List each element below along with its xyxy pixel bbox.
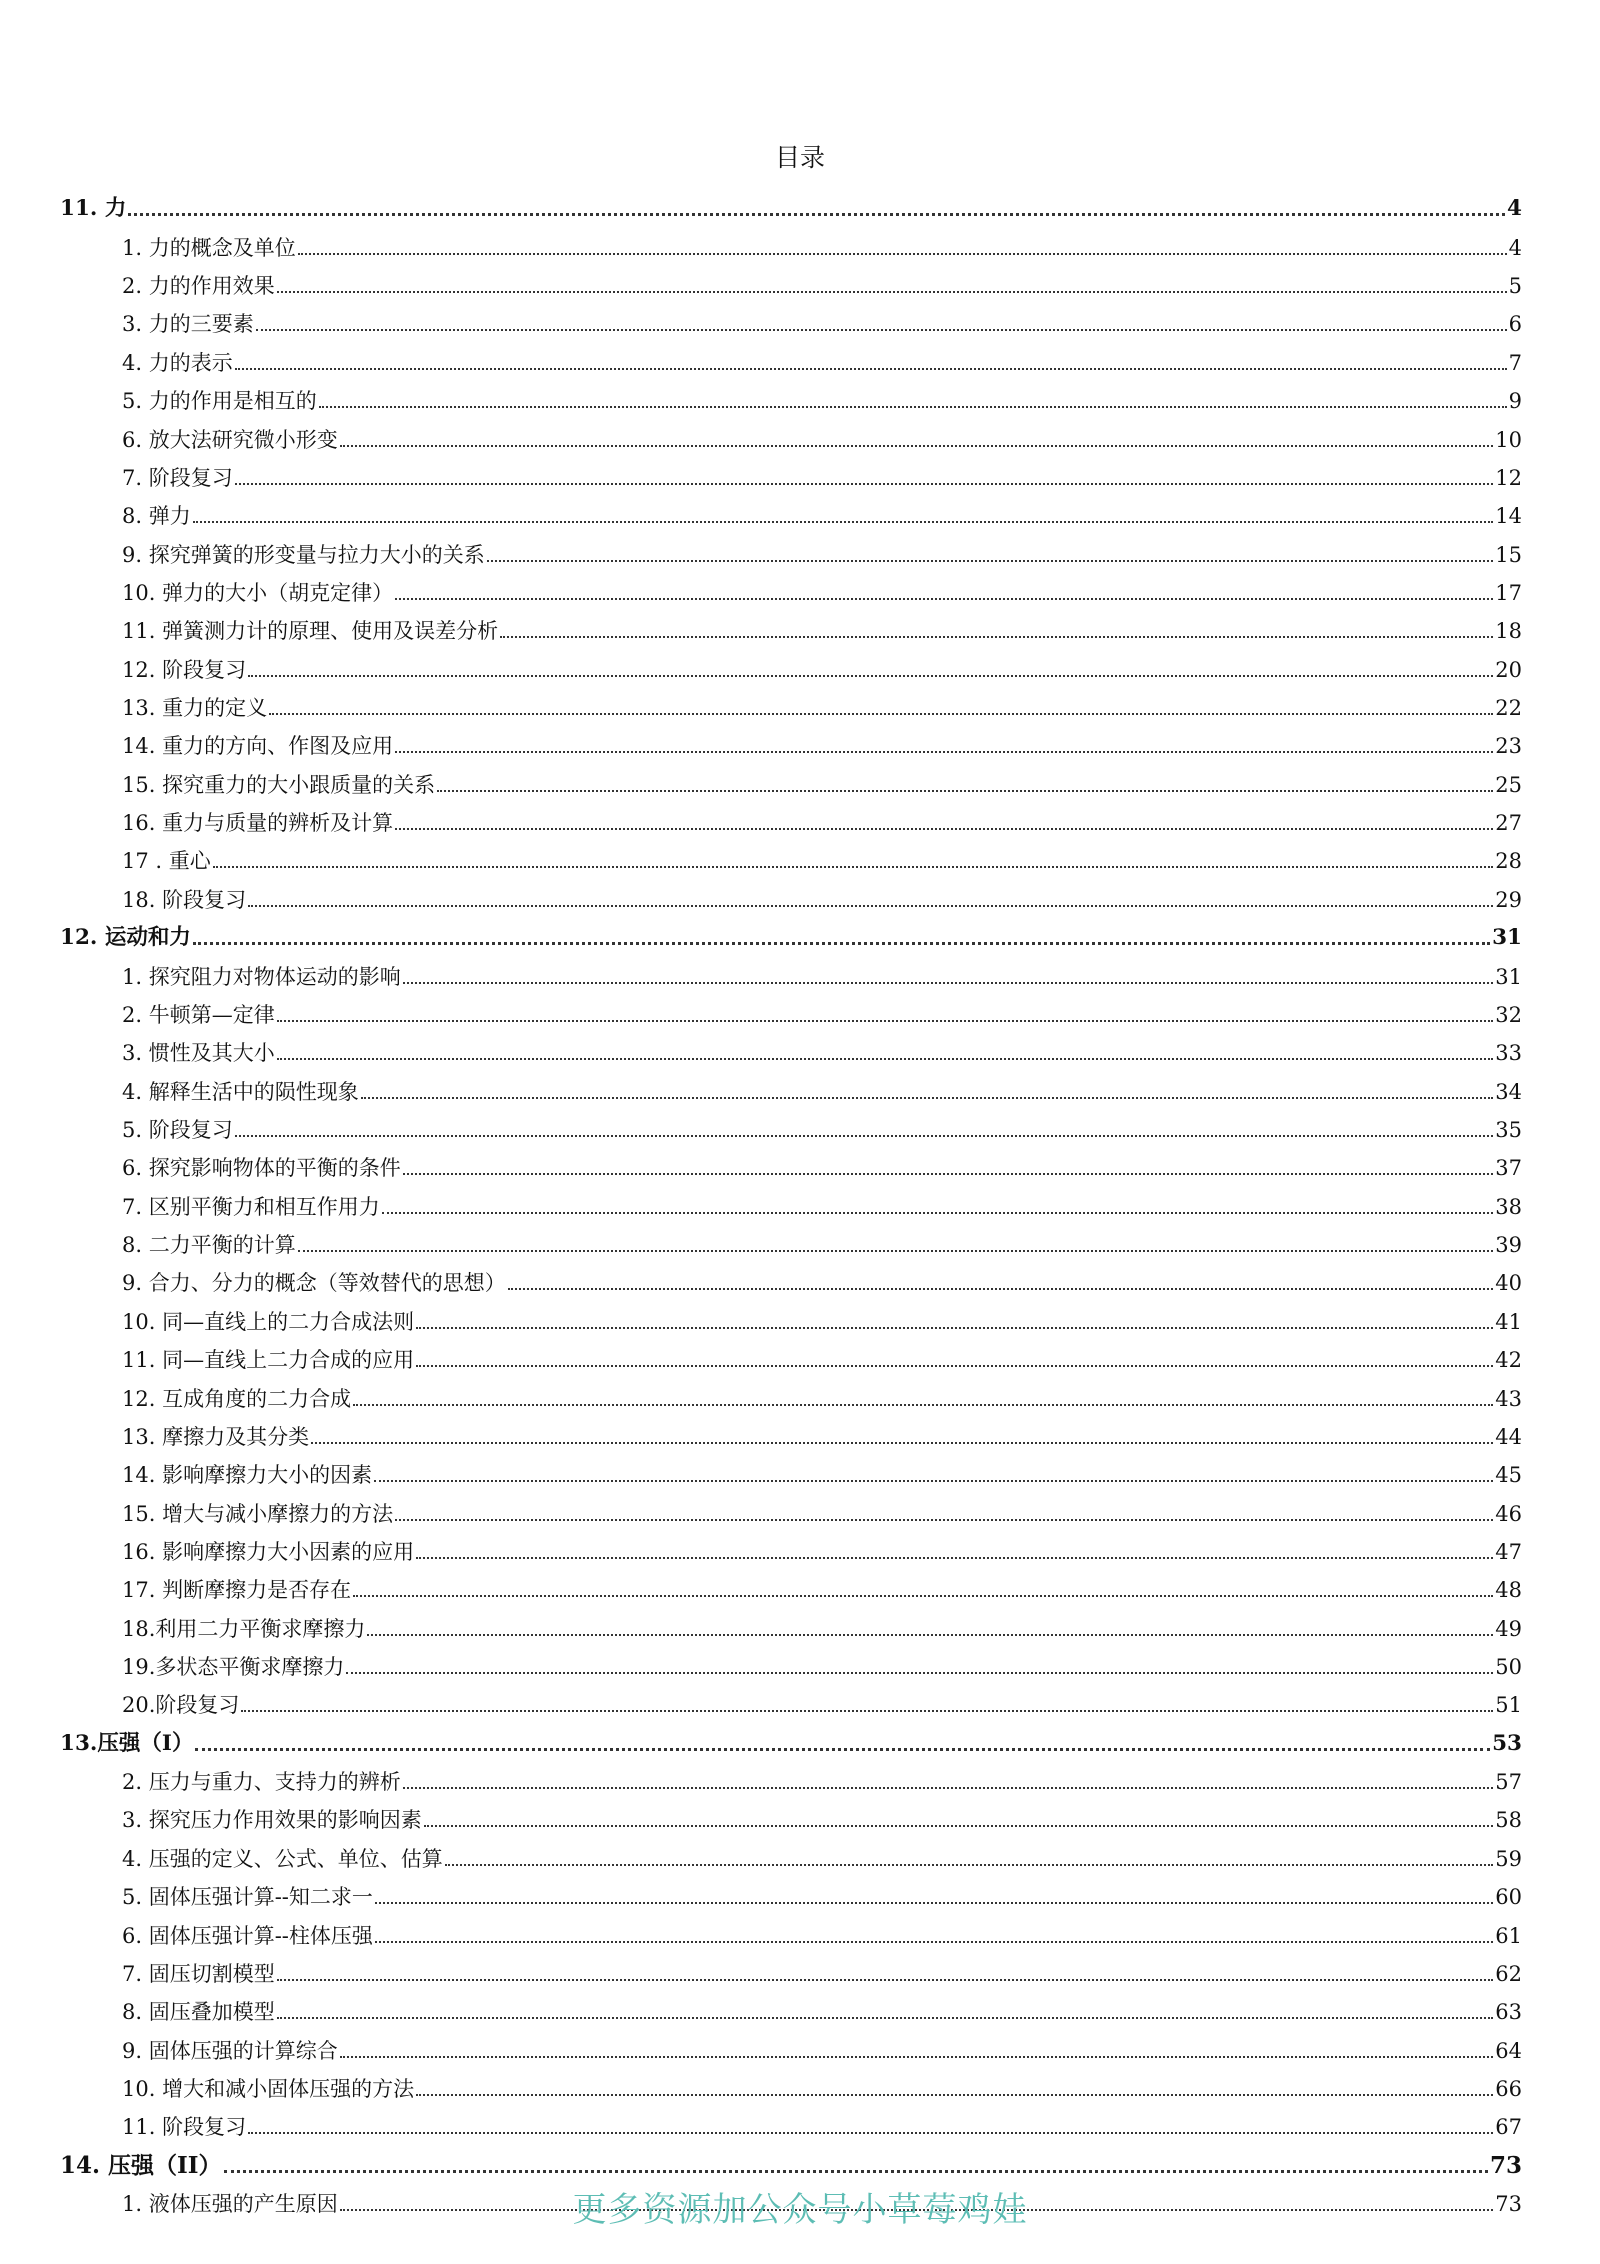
toc-entry-page-number: 44 [1495,1424,1522,1449]
toc-entry-page-number: 38 [1495,1194,1522,1219]
toc-entry-page-number: 64 [1495,2038,1522,2063]
dot-leader [277,1020,1494,1022]
toc-entry-page-number: 62 [1495,1961,1522,1986]
toc-chapter-entry[interactable] [60,184,1522,222]
dot-leader [248,675,1493,677]
toc-entry[interactable] [60,2025,1522,2063]
toc-entry-page-number: 12 [1495,465,1522,490]
toc-entry[interactable] [60,1527,1522,1565]
toc-entry[interactable] [60,1872,1522,1910]
toc-entry-page-number: 25 [1495,772,1522,797]
dot-leader [224,2170,1488,2173]
toc-entry-page-number: 18 [1495,619,1522,644]
toc-entry-label: 2. 力的作用效果 [122,274,275,299]
dot-leader [508,1288,1494,1290]
dot-leader [213,866,1494,868]
toc-entry[interactable] [60,1757,1522,1795]
toc-entry-page-number: 57 [1495,1770,1522,1795]
toc-entry[interactable] [60,337,1522,375]
toc-entry-label: 1. 液体压强的产生原因 [122,2192,338,2217]
toc-entry-label: 7. 阶段复习 [122,465,233,490]
toc-entry-label: 5. 阶段复习 [122,1117,233,1142]
dot-leader [277,291,1507,293]
toc-entry[interactable] [60,798,1522,836]
toc-entry-page-number: 32 [1495,1002,1522,1027]
toc-entry-page-number: 42 [1495,1348,1522,1373]
toc-entry-label: 7. 区别平衡力和相互作用力 [122,1194,380,1219]
toc-entry-label: 9. 探究弹簧的形变量与拉力大小的关系 [122,542,485,567]
toc-entry[interactable] [60,1450,1522,1488]
toc-entry-page-number: 41 [1495,1309,1522,1334]
toc-entry[interactable] [60,1565,1522,1603]
toc-entry[interactable] [60,1910,1522,1948]
toc-entry-page-number: 6 [1508,312,1522,337]
dot-leader [277,1058,1494,1060]
toc-entry-page-number: 73 [1495,2192,1522,2217]
toc-entry-label: 4. 解释生活中的陨性现象 [122,1079,359,1104]
dot-leader [298,1250,1494,1252]
dot-leader [353,1595,1493,1597]
toc-entry[interactable] [60,1642,1522,1680]
toc-entry-page-number: 60 [1495,1885,1522,1910]
toc-entry-label: 15. 探究重力的大小跟质量的关系 [122,772,436,797]
toc-entry[interactable] [60,1220,1522,1258]
toc-entry-label: 10. 同—直线上的二力合成法则 [122,1309,415,1334]
dot-leader [340,2056,1494,2058]
toc-entry-label: 13.压强（I） [60,1730,194,1756]
dot-leader [403,1787,1494,1789]
dot-leader [374,1480,1493,1482]
dot-leader [277,1979,1494,1981]
toc-entry-label: 17. 判断摩擦力是否存在 [122,1578,352,1603]
toc-entry[interactable] [60,222,1522,260]
toc-entry[interactable] [60,1028,1522,1066]
toc-entry-page-number: 66 [1495,2076,1522,2101]
dot-leader [437,790,1493,792]
toc-entry-label: 11. 阶段复习 [122,2115,247,2140]
watermark-text: 更多资源加公众号小草莓鸡娃 [572,2190,1028,2230]
toc-entry-page-number: 39 [1495,1233,1522,1258]
toc-entry[interactable] [60,874,1522,912]
toc-entry-label: 11. 力 [60,196,127,222]
toc-entry-label: 10. 弹力的大小（胡克定律） [122,580,394,605]
toc-entry[interactable] [60,453,1522,491]
dot-leader [235,483,1494,485]
toc-entry-page-number: 22 [1495,696,1522,721]
toc-entry-page-number: 61 [1495,1923,1522,1948]
toc-entry-page-number: 73 [1489,2151,1522,2179]
dot-leader [269,713,1493,715]
dot-leader [416,1365,1493,1367]
toc-entry[interactable] [60,1105,1522,1143]
toc-entry[interactable] [60,299,1522,337]
toc-entry[interactable] [60,1987,1522,2025]
toc-entry-label: 12. 互成角度的二力合成 [122,1386,352,1411]
toc-entry[interactable] [60,606,1522,644]
toc-entry[interactable] [60,836,1522,874]
dot-leader [235,1135,1494,1137]
toc-entry-label: 8. 弹力 [122,504,191,529]
dot-leader [346,1672,1493,1674]
toc-entry[interactable] [60,721,1522,759]
dot-leader [375,1941,1493,1943]
dot-leader [361,1097,1494,1099]
toc-title: 目录 [774,143,825,172]
toc-entry-label: 17 . 重心 [122,849,211,874]
dot-leader [445,1864,1494,1866]
toc-entry-label: 20.阶段复习 [122,1693,240,1718]
toc-entry-label: 4. 力的表示 [122,350,233,375]
toc-entry-page-number: 51 [1495,1693,1522,1718]
toc-entry-page-number: 37 [1495,1156,1522,1181]
toc-entry-label: 18. 阶段复习 [122,887,247,912]
toc-entry-page-number: 67 [1495,2115,1522,2140]
toc-chapter-entry[interactable] [60,1718,1522,1756]
toc-entry-page-number: 29 [1495,887,1522,912]
toc-entry-page-number: 59 [1495,1846,1522,1871]
dot-leader [311,1442,1493,1444]
toc-entry[interactable] [60,951,1522,989]
dot-leader [195,1748,1490,1751]
toc-entry-page-number: 7 [1508,350,1522,375]
toc-entry-page-number: 53 [1492,1730,1522,1756]
toc-entry-label: 13. 重力的定义 [122,696,268,721]
toc-entry-label: 8. 固压叠加模型 [122,2000,275,2025]
dot-leader [367,1634,1493,1636]
dot-leader [256,329,1507,331]
toc-entry[interactable] [60,1603,1522,1641]
toc-entry-page-number: 17 [1495,580,1522,605]
toc-entry[interactable] [60,1488,1522,1526]
toc-entry-label: 3. 惯性及其大小 [122,1041,275,1066]
toc-entry-label: 11. 弹簧测力计的原理、使用及误差分析 [122,619,499,644]
toc-entry-label: 8. 二力平衡的计算 [122,1233,296,1258]
toc-entry[interactable] [60,1373,1522,1411]
dot-leader [382,1212,1494,1214]
toc-entry-label: 12. 运动和力 [60,925,191,951]
dot-leader [128,213,1505,216]
toc-entry-page-number: 27 [1495,811,1522,836]
toc-entry-page-number: 28 [1495,849,1522,874]
toc-entry-label: 3. 探究压力作用效果的影响因素 [122,1808,422,1833]
toc-entry-label: 15. 增大与减小摩擦力的方法 [122,1501,394,1526]
toc-entry-page-number: 31 [1495,964,1522,989]
dot-leader [395,598,1493,600]
toc-entry-page-number: 49 [1495,1616,1522,1641]
toc-entry[interactable] [60,376,1522,414]
toc-entry-label: 14. 影响摩擦力大小的因素 [122,1463,373,1488]
toc-entry[interactable] [60,414,1522,452]
toc-entry-page-number: 20 [1495,657,1522,682]
toc-entry-page-number: 40 [1495,1271,1522,1296]
dot-leader [340,445,1494,447]
toc-entry[interactable] [60,568,1522,606]
dot-leader [248,2132,1493,2134]
toc-entry-page-number: 31 [1492,925,1522,951]
toc-entry-label: 9. 固体压强的计算综合 [122,2038,338,2063]
toc-chapter-entry[interactable] [60,913,1522,951]
toc-entry[interactable] [60,491,1522,529]
toc-entry-label: 16. 影响摩擦力大小因素的应用 [122,1539,415,1564]
toc-entry[interactable] [60,1795,1522,1833]
toc-entry-label: 12. 阶段复习 [122,657,247,682]
dot-leader [395,828,1493,830]
dot-leader [416,1557,1493,1559]
toc-entry[interactable] [60,1296,1522,1334]
toc-entry-page-number: 5 [1508,274,1522,299]
dot-leader [416,2094,1493,2096]
toc-entry[interactable] [60,683,1522,721]
toc-entry-label: 11. 同—直线上二力合成的应用 [122,1348,415,1373]
toc-entry-label: 13. 摩擦力及其分类 [122,1424,310,1449]
dot-leader [319,406,1507,408]
toc-entry[interactable] [60,644,1522,682]
toc-entry-page-number: 9 [1508,389,1522,414]
toc-entry-page-number: 63 [1495,2000,1522,2025]
toc-entry-label: 7. 固压切割模型 [122,1961,275,1986]
dot-leader [193,521,1494,523]
toc-entry-page-number: 23 [1495,734,1522,759]
toc-entry-page-number: 43 [1495,1386,1522,1411]
toc-entry-page-number: 33 [1495,1041,1522,1066]
toc-entry-page-number: 4 [1508,235,1522,260]
toc-entry-label: 18.利用二力平衡求摩擦力 [122,1616,366,1641]
toc-entry[interactable] [60,2064,1522,2102]
toc-entry-page-number: 47 [1495,1539,1522,1564]
toc-entry[interactable] [60,529,1522,567]
toc-entry-label: 16. 重力与质量的辨析及计算 [122,811,394,836]
toc-entry-page-number: 10 [1495,427,1522,452]
toc-entry-label: 6. 放大法研究微小形变 [122,427,338,452]
toc-entry-label: 5. 力的作用是相互的 [122,389,317,414]
toc-entry-label: 2. 压力与重力、支持力的辨析 [122,1770,401,1795]
dot-leader [353,1404,1493,1406]
toc-entry[interactable] [60,1412,1522,1450]
toc-entry[interactable] [60,1680,1522,1718]
toc-entry-label: 1. 力的概念及单位 [122,235,296,260]
dot-leader [193,942,1490,945]
toc-entry[interactable] [60,1949,1522,1987]
toc-entry[interactable] [60,1143,1522,1181]
dot-leader [395,1519,1493,1521]
toc-entry[interactable] [60,2102,1522,2140]
toc-entry-page-number: 35 [1495,1117,1522,1142]
toc-entry[interactable] [60,1258,1522,1296]
dot-leader [487,560,1494,562]
toc-entry-label: 6. 固体压强计算--柱体压强 [122,1923,373,1948]
dot-leader [403,982,1494,984]
toc-entry-page-number: 4 [1507,196,1522,222]
toc-entry[interactable] [60,261,1522,299]
toc-entry-label: 2. 牛顿第—定律 [122,1002,275,1027]
toc-entry[interactable] [60,1066,1522,1104]
toc-entry-label: 1. 探究阻力对物体运动的影响 [122,964,401,989]
toc-entry[interactable] [60,990,1522,1028]
dot-leader [416,1327,1493,1329]
dot-leader [248,905,1493,907]
dot-leader [277,2017,1494,2019]
toc-entry[interactable] [60,759,1522,797]
toc-entry-label: 3. 力的三要素 [122,312,254,337]
dot-leader [375,1902,1493,1904]
toc-entry-page-number: 45 [1495,1463,1522,1488]
dot-leader [298,253,1507,255]
dot-leader [403,1173,1494,1175]
toc-entry[interactable] [60,1833,1522,1871]
toc-entry-page-number: 48 [1495,1578,1522,1603]
toc-entry-page-number: 46 [1495,1501,1522,1526]
dot-leader [235,368,1507,370]
toc-entry-page-number: 15 [1495,542,1522,567]
toc-entry[interactable] [60,1335,1522,1373]
toc-entry-label: 6. 探究影响物体的平衡的条件 [122,1156,401,1181]
toc-entry-label: 14. 压强（II） [60,2151,222,2179]
toc-entry-label: 4. 压强的定义、公式、单位、估算 [122,1846,443,1871]
toc-entry-page-number: 50 [1495,1655,1522,1680]
toc-entry-label: 5. 固体压强计算--知二求一 [122,1885,373,1910]
dot-leader [241,1710,1493,1712]
dot-leader [424,1825,1494,1827]
toc-entry-page-number: 14 [1495,504,1522,529]
toc-entry-label: 19.多状态平衡求摩擦力 [122,1655,345,1680]
toc-entry[interactable] [60,1181,1522,1219]
toc-entry-label: 10. 增大和减小固体压强的方法 [122,2076,415,2101]
toc-entry-label: 9. 合力、分力的概念（等效替代的思想） [122,1271,506,1296]
table-of-contents [60,184,1522,2217]
dot-leader [395,751,1493,753]
toc-entry-label: 14. 重力的方向、作图及应用 [122,734,394,759]
toc-entry-page-number: 58 [1495,1808,1522,1833]
toc-chapter-entry[interactable] [60,2140,1522,2178]
toc-entry-page-number: 34 [1495,1079,1522,1104]
dot-leader [500,636,1493,638]
